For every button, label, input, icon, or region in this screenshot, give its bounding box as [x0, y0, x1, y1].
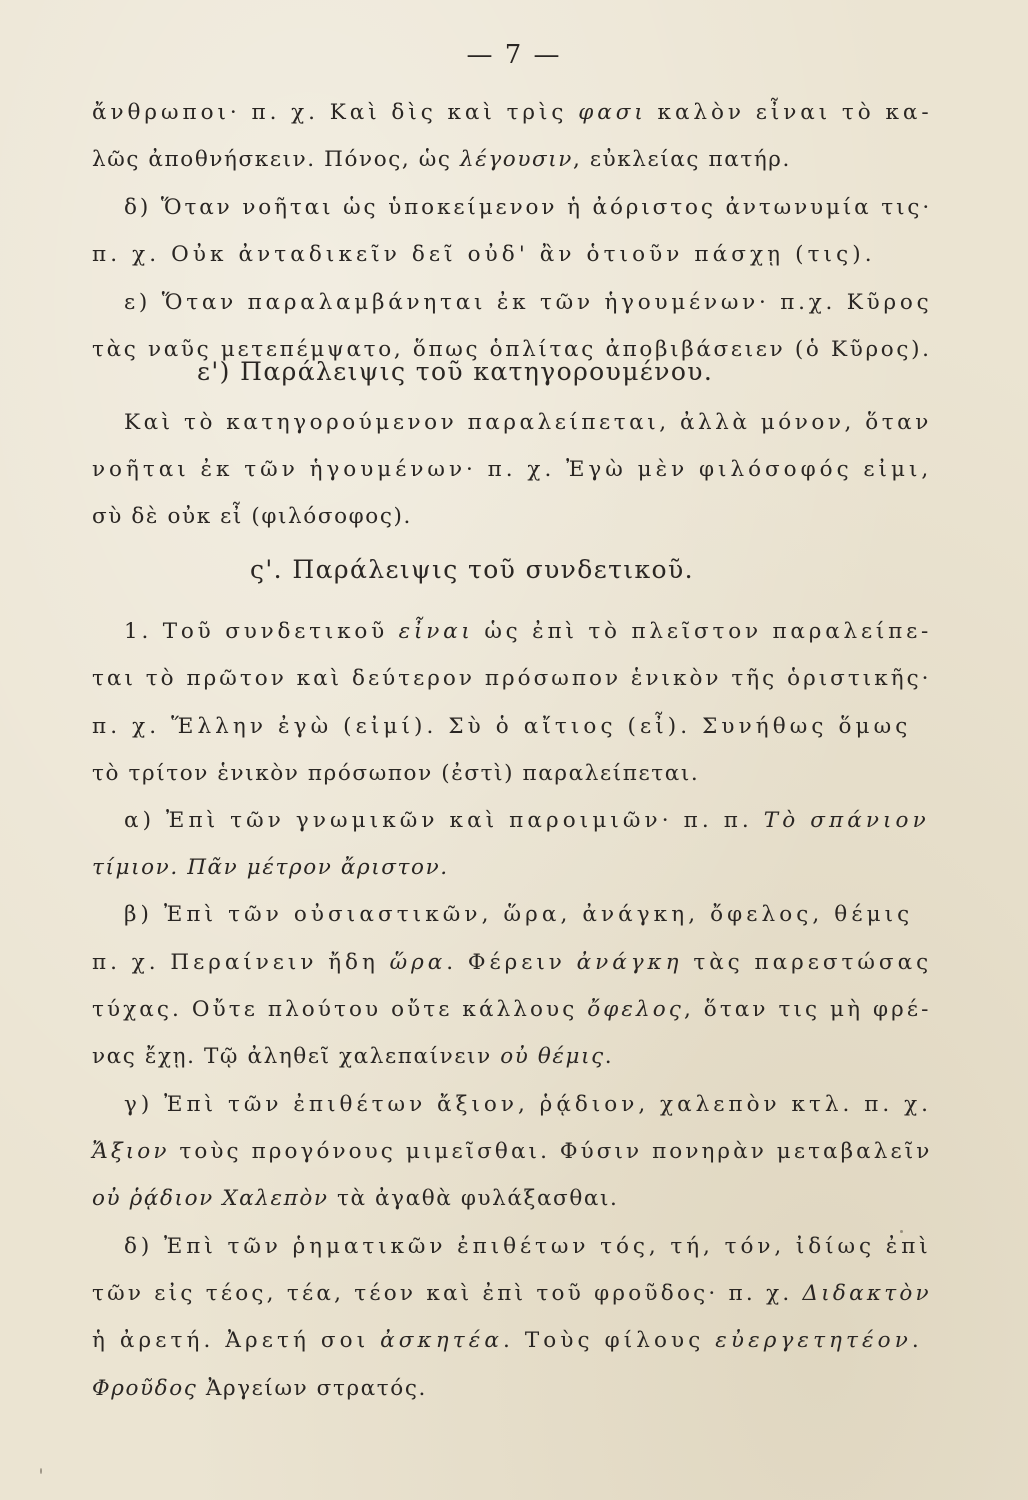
text-line: [92, 853, 449, 883]
text-segment: ἄνθρωποι· π. χ. Καὶ δὶς καὶ τρὶς: [92, 100, 579, 125]
italic-text: ὥρα: [389, 950, 447, 975]
text-segment: Καὶ τὸ κατηγορούμενον παραλείπεται, ἀλλὰ μόνον, ὅταν: [124, 410, 932, 435]
italic-text: ἀσκητέα: [380, 1328, 503, 1353]
text-line: [124, 408, 932, 438]
italic-text: φασι: [578, 100, 647, 125]
text-line: [92, 759, 699, 789]
text-segment: π. χ. Περαίνειν ἤδη: [92, 950, 390, 975]
text-segment: . Φέρειν: [446, 950, 577, 975]
text-line: [92, 1137, 932, 1167]
text-segment: α) Ἐπὶ τῶν γνωμικῶν καὶ παροιμιῶν· π. π.: [124, 808, 764, 833]
text-segment: .: [911, 1328, 923, 1353]
text-segment: γ) Ἐπὶ τῶν ἐπιθέτων ἄξιον, ῥᾴδιον, χαλεπὸν κτλ. π. χ.: [124, 1092, 932, 1117]
text-segment: δ) Ὅταν νοῆται ὡς ὑποκείμενον ἡ ἀόριστος ἀντωνυμία τις·: [124, 195, 933, 220]
text-line: [92, 1374, 427, 1404]
text-segment: Ἀργείων στρατός.: [197, 1376, 427, 1401]
text-segment: ε') Παράλειψις τοῦ κατηγορουμένου.: [197, 357, 714, 386]
text-line: [124, 1090, 932, 1120]
text-segment: π. χ. Οὐκ ἀνταδικεῖν δεῖ οὐδ' ἂν ὁτιοῦν πάσχῃ (τις).: [92, 242, 876, 267]
text-segment: , εὐκλείας πατήρ.: [572, 147, 791, 172]
italic-text: λέγουσιν: [459, 147, 573, 172]
text-line: [92, 455, 932, 485]
text-line: [92, 240, 876, 270]
text-segment: ὡς ἐπὶ τὸ πλεῖστον παραλείπε-: [473, 619, 933, 644]
text-segment: νοῆται ἐκ τῶν ἡγουμένων· π. χ. Ἐγὼ μὲν φιλόσοφός εἰμι,: [92, 457, 933, 482]
text-segment: νας ἔχῃ. Τῷ ἀληθεῖ χαλεπαίνειν: [92, 1044, 501, 1069]
paper-speck: [40, 1468, 42, 1474]
text-line: [124, 288, 932, 318]
section-heading: [197, 355, 713, 389]
text-segment: τὰ ἀγαθὰ φυλάξασθαι.: [328, 1186, 619, 1211]
text-segment: λῶς ἀποθνήσκειν. Πόνος, ὡς: [92, 147, 460, 172]
text-line: [92, 502, 412, 532]
text-line: [92, 948, 932, 978]
text-line: [92, 664, 932, 694]
text-segment: 1. Τοῦ συνδετικοῦ: [124, 619, 399, 644]
text-line: [92, 712, 911, 742]
text-line: [124, 806, 930, 836]
text-line: [92, 1326, 923, 1356]
italic-text: τίμιον. Πᾶν μέτρον ἄριστον.: [92, 855, 449, 880]
italic-text: Φροῦδος: [92, 1376, 198, 1401]
paper-speck: [900, 1230, 903, 1233]
text-line: [92, 995, 931, 1025]
section-heading: [250, 553, 694, 587]
text-segment: .: [604, 1044, 614, 1069]
text-line: [124, 617, 932, 647]
text-segment: τὸ τρίτον ἑνικὸν πρόσωπον (ἐστὶ) παραλείπεται.: [92, 761, 700, 786]
text-segment: ἡ ἀρετή. Ἀρετή σοι: [92, 1328, 381, 1353]
text-segment: τῶν εἰς τέος, τέα, τέον καὶ ἐπὶ τοῦ φροῦδος· π. χ.: [92, 1281, 803, 1306]
text-segment: τοὺς προγόνους μιμεῖσθαι. Φύσιν πονηρὰν μεταβαλεῖν: [169, 1139, 933, 1164]
text-line: [124, 1232, 932, 1262]
page-number: — 7 —: [466, 40, 562, 70]
text-line: [92, 1042, 613, 1072]
text-line: [92, 1279, 932, 1309]
italic-text: ἀνάγκη: [576, 950, 683, 975]
italic-text: εὐεργετητέον: [715, 1328, 912, 1353]
text-line: [92, 1184, 618, 1214]
text-line: [124, 193, 932, 223]
italic-text: εἶναι: [398, 619, 474, 644]
text-line: [92, 145, 791, 175]
text-segment: τὰς ναῦς μετεπέμψατο, ὅπως ὁπλίτας ἀποβιβάσειεν (ὁ Κῦρος).: [92, 337, 932, 362]
text-segment: β) Ἐπὶ τῶν οὐσιαστικῶν, ὥρα, ἀνάγκη, ὄφελος, θέμις: [124, 902, 914, 927]
italic-text: ὄφελος: [587, 997, 684, 1022]
text-segment: δ) Ἐπὶ τῶν ῥηματικῶν ἐπιθέτων τός, τή, τόν, ἰδίως ἐπὶ: [124, 1234, 932, 1259]
italic-text: Τὸ σπάνιον: [763, 808, 930, 833]
text-segment: τὰς παρεστώσας: [682, 950, 933, 975]
text-segment: τύχας. Οὔτε πλούτου οὔτε κάλλους: [92, 997, 588, 1022]
text-line: [92, 98, 933, 128]
text-segment: , ὅταν τις μὴ φρέ-: [683, 997, 932, 1022]
text-line: [124, 900, 913, 930]
italic-text: οὐ θέμις: [500, 1044, 605, 1069]
text-segment: ε) Ὅταν παραλαμβάνηται ἐκ τῶν ἡγουμένων· π.χ. Κῦρος: [124, 290, 933, 315]
text-segment: σὺ δὲ οὐκ εἶ (φιλόσοφος).: [92, 504, 412, 529]
italic-text: Ἄξιον: [92, 1139, 170, 1164]
italic-text: Διδακτὸν: [802, 1281, 932, 1306]
text-segment: καλὸν εἶναι τὸ κα-: [646, 100, 933, 125]
text-segment: . Τοὺς φίλους: [502, 1328, 716, 1353]
italic-text: οὐ ῥᾴδιον Χαλεπὸν: [92, 1186, 329, 1211]
text-segment: ται τὸ πρῶτον καὶ δεύτερον πρόσωπον ἑνικὸν τῆς ὁριστικῆς·: [92, 666, 932, 691]
text-segment: π. χ. Ἕλλην ἐγὼ (εἰμί). Σὺ ὁ αἴτιος (εἶ). Συνήθως ὅμως: [92, 714, 912, 739]
text-segment: ς'. Παράλειψις τοῦ συνδετικοῦ.: [250, 555, 694, 584]
